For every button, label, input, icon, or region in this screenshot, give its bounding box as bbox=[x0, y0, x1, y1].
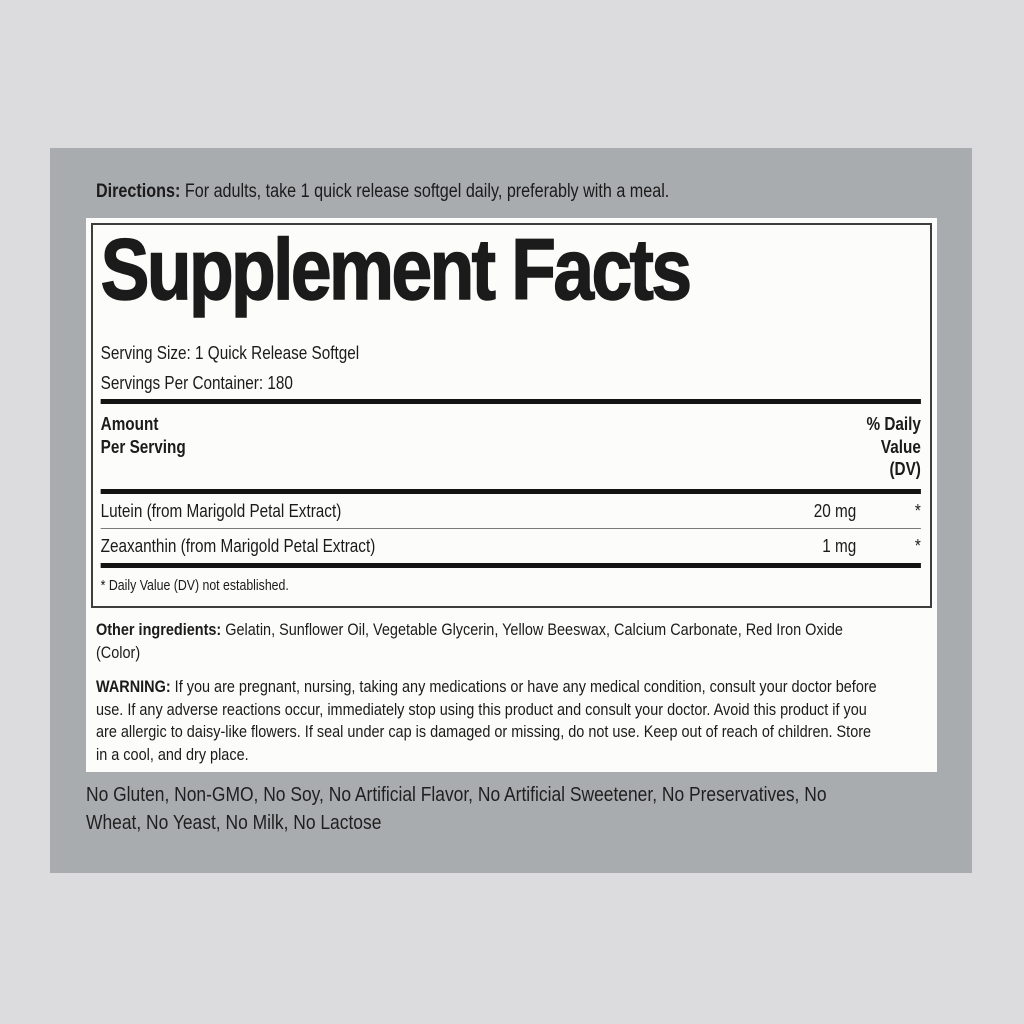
allergen-claims: No Gluten, Non-GMO, No Soy, No Artificial Flavor, No Artificial Sweetener, No Preservatives, No Wheat, No Yeast, No Milk, No Lactose bbox=[86, 783, 827, 834]
servings-per-container: Servings Per Container: 180 bbox=[100, 373, 293, 393]
other-ingredients-body: Gelatin, Sunflower Oil, Vegetable Glycerin, Yellow Beeswax, Calcium Carbonate, Red Iron Oxide (Color) bbox=[96, 620, 843, 662]
ingredient-amount: 1 mg bbox=[822, 536, 857, 556]
ingredient-daily-value: * bbox=[914, 501, 921, 521]
serving-size: Serving Size: 1 Quick Release Softgel bbox=[100, 343, 360, 363]
other-ingredients-label: Other ingredients: bbox=[96, 620, 222, 639]
supplement-facts-title: Supplement Facts bbox=[100, 223, 690, 318]
daily-value-header: % Daily Value (DV) bbox=[866, 414, 921, 479]
ingredient-row bbox=[101, 494, 921, 529]
ingredient-daily-value: * bbox=[914, 536, 921, 556]
label-paragraphs bbox=[96, 619, 927, 766]
warning-body: If you are pregnant, nursing, taking any medications or have any medical condition, consult your doctor before use. If any adverse reactions occur, immediately stop using this product and consult your doctor. Avoid this product if you are allergic to daisy-like flowers. If seal under cap is damaged or missing, do not use. Keep out of reach of children. Store in a cool, and dry place. bbox=[96, 677, 877, 764]
ingredient-name: Zeaxanthin (from Marigold Petal Extract) bbox=[100, 536, 376, 556]
label-sheet bbox=[86, 218, 937, 772]
daily-value-footnote: * Daily Value (DV) not established. bbox=[100, 578, 289, 594]
other-ingredients bbox=[96, 619, 927, 664]
directions-label: Directions: bbox=[96, 181, 181, 202]
ingredient-name: Lutein (from Marigold Petal Extract) bbox=[100, 501, 342, 521]
divider-heavy bbox=[101, 563, 921, 568]
warning-label: WARNING: bbox=[96, 677, 171, 696]
warning bbox=[96, 676, 927, 766]
table-header bbox=[101, 404, 921, 489]
directions-text bbox=[96, 179, 972, 205]
ingredient-row bbox=[101, 529, 921, 563]
ingredient-amount: 20 mg bbox=[813, 501, 857, 521]
supplement-facts-box bbox=[91, 223, 932, 608]
amount-header: Amount Per Serving bbox=[100, 414, 186, 457]
directions-body: For adults, take 1 quick release softgel daily, preferably with a meal. bbox=[184, 181, 670, 202]
label-panel bbox=[50, 148, 972, 873]
